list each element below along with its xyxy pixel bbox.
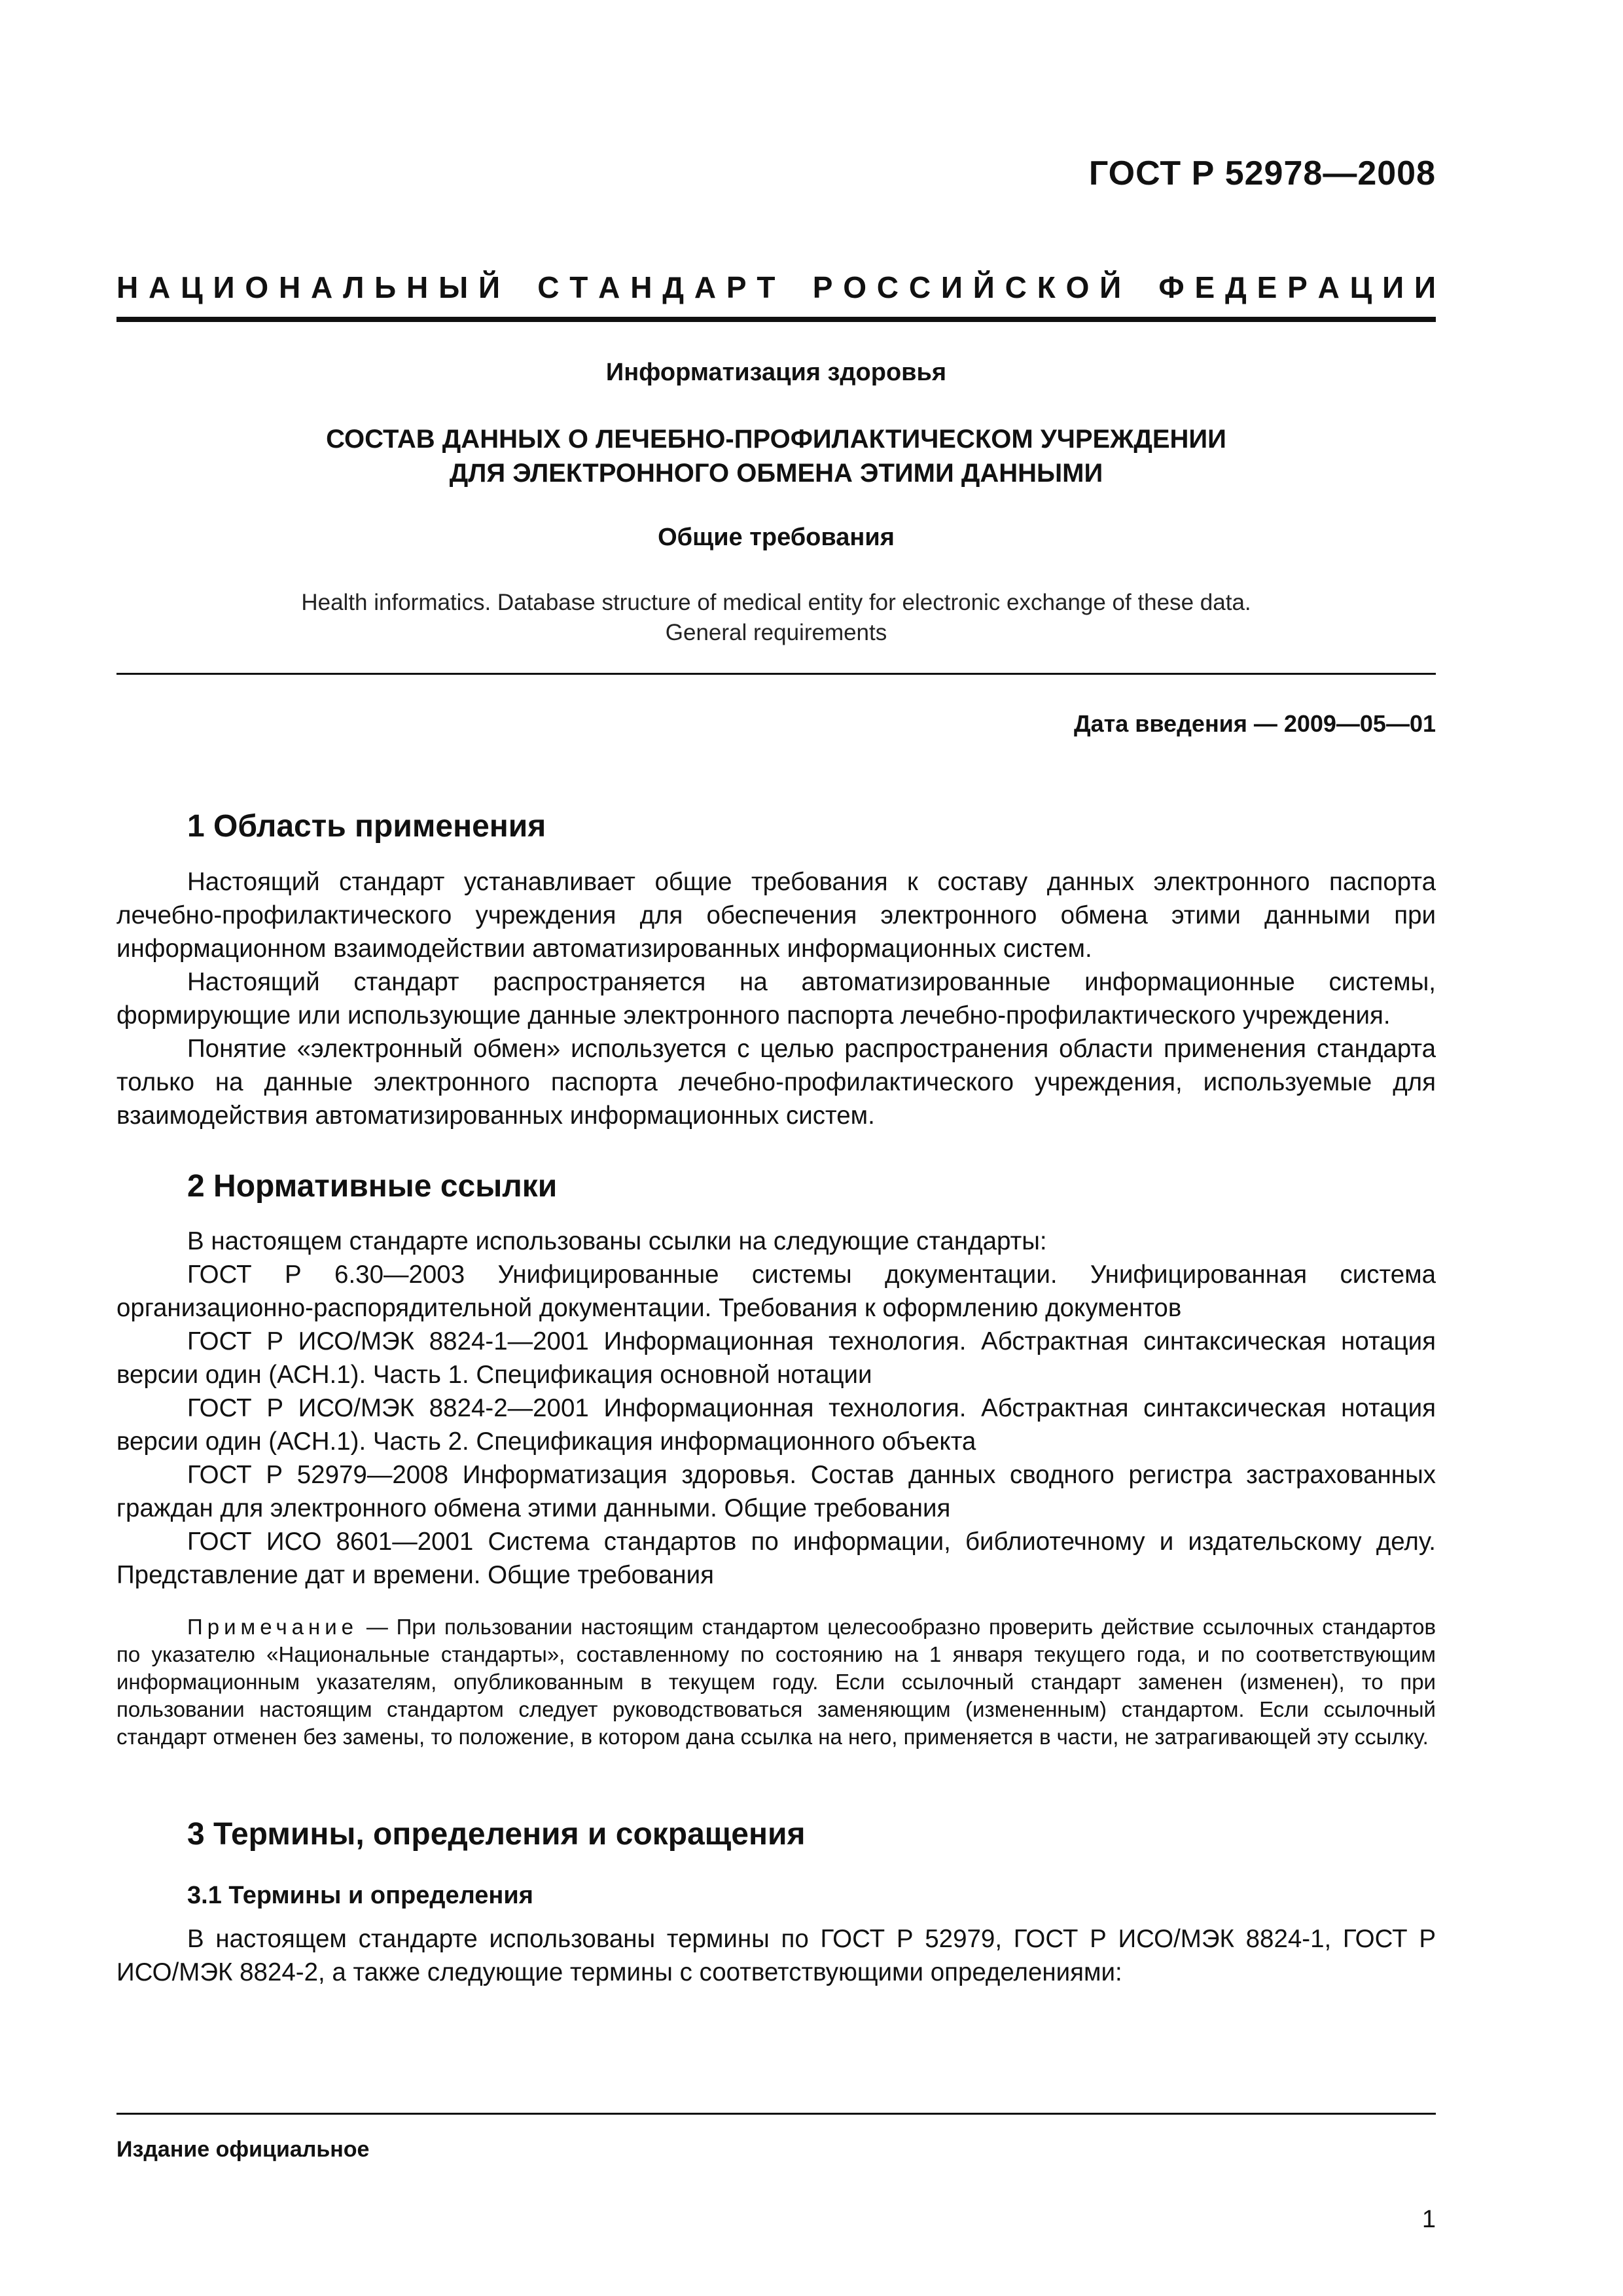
reference-item: ГОСТ Р 52979—2008 Информатизация здоровья. Состав данных сводного регистра застрахованных граждан для электронного обмена этими данными. Общие требования: [116, 1461, 1436, 1522]
document-subtitle: Общие требования: [658, 524, 895, 551]
title-rule: [116, 673, 1436, 675]
section-1-body: [116, 865, 1436, 1132]
section-3-body: [116, 1922, 1436, 1989]
english-title: [116, 588, 1436, 648]
introduction-date: Дата введения — 2009—05—01: [1073, 710, 1436, 737]
note-block: [116, 1613, 1436, 1751]
paragraph: В настоящем стандарте использованы термины по ГОСТ Р 52979, ГОСТ Р ИСО/МЭК 8824-1, ГОСТ Р ИСО/МЭК 8824-2, а также следующие термины с соответствующими определениями:: [116, 1925, 1436, 1986]
english-title-line-1: Health informatics. Database structure of medical entity for electronic exchange of these data.: [301, 590, 1251, 615]
title-line-1: СОСТАВ ДАННЫХ О ЛЕЧЕБНО-ПРОФИЛАКТИЧЕСКОМ УЧРЕЖДЕНИИ: [326, 425, 1226, 454]
note-label: Примечание: [187, 1615, 359, 1639]
national-standard-banner: Н А Ц И О Н А Л Ь Н Ы Й С Т А Н Д А Р Т Р О С С И Й С К О Й Ф Е Д Е Р А Ц И И: [116, 270, 1436, 304]
official-edition-label: Издание официальное: [116, 2137, 370, 2162]
gost-number: ГОСТ Р 52978—2008: [1088, 154, 1436, 192]
english-title-line-2: General requirements: [665, 620, 887, 645]
reference-item: ГОСТ Р 6.30—2003 Унифицированные системы документации. Унифицированная система организационно-распорядительной документации. Требования к оформлению документов: [116, 1261, 1436, 1322]
paragraph: В настоящем стандарте использованы ссылки на следующие стандарты:: [187, 1227, 1047, 1255]
reference-item: ГОСТ ИСО 8601—2001 Система стандартов по информации, библиотечному и издательскому делу. Представление дат и времени. Общие требования: [116, 1528, 1436, 1589]
subsection-3-1-heading: 3.1 Термины и определения: [187, 1882, 533, 1909]
topic-heading: Информатизация здоровья: [605, 359, 947, 386]
document-title: [116, 422, 1436, 490]
reference-item: ГОСТ Р ИСО/МЭК 8824-2—2001 Информационная технология. Абстрактная синтаксическая нотация версии один (АСН.1). Часть 2. Спецификация информационного объекта: [116, 1394, 1436, 1456]
header-rule: [116, 317, 1436, 322]
note-text: — При пользовании настоящим стандартом целесообразно проверить действие ссылочных стандартов по указателю «Национальные стандарты», составленному по состоянию на 1 января текущего года, и по соответствующим информационным указателям, опубликованным в текущем году. Если ссылочный стандарт заменен (изменен), то при пользовании настоящим стандартом следует руководствоваться заменяющим (измененным) стандартом. Если ссылочный стандарт отменен без замены, то положение, в котором дана ссылка на него, применяется в части, не затрагивающей эту ссылку.: [116, 1615, 1436, 1749]
paragraph: Понятие «электронный обмен» используется с целью распространения области применения стандарта только на данные электронного паспорта лечебно-профилактического учреждения, используемые для взаимодействия автоматизированных информационных систем.: [116, 1035, 1436, 1130]
paragraph: Настоящий стандарт устанавливает общие требования к составу данных электронного паспорта лечебно-профилактического учреждения для обеспечения электронного обмена этими данными при информационном взаимодействии автоматизированных информационных систем.: [116, 868, 1436, 963]
section-2-body: [116, 1225, 1436, 1592]
paragraph: Настоящий стандарт распространяется на автоматизированные информационные системы, формирующие или использующие данные электронного паспорта лечебно-профилактического учреждения.: [116, 968, 1436, 1030]
reference-item: ГОСТ Р ИСО/МЭК 8824-1—2001 Информационная технология. Абстрактная синтаксическая нотация версии один (АСН.1). Часть 1. Спецификация основной нотации: [116, 1327, 1436, 1389]
page-number: 1: [1421, 2206, 1436, 2233]
footer-rule: [116, 2113, 1436, 2115]
note: [116, 1613, 1436, 1751]
section-3-heading: 3 Термины, определения и сокращения: [187, 1817, 806, 1852]
title-line-2: ДЛЯ ЭЛЕКТРОННОГО ОБМЕНА ЭТИМИ ДАННЫМИ: [449, 459, 1103, 488]
section-2-heading: 2 Нормативные ссылки: [187, 1169, 558, 1204]
section-1-heading: 1 Область применения: [187, 809, 546, 844]
